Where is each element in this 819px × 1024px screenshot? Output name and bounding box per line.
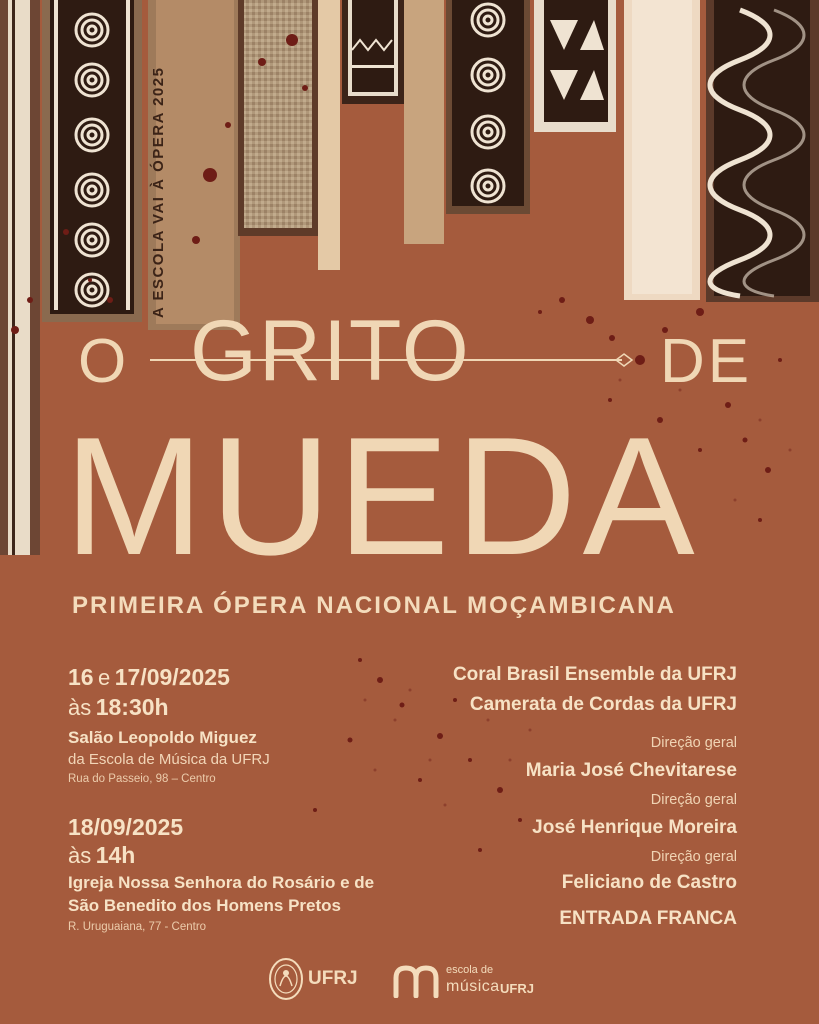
session1-time-prefix: às — [68, 695, 92, 720]
credit-role1: Direção geral — [650, 735, 737, 751]
subtitle: PRIMEIRA ÓPERA NACIONAL MOÇAMBICANA — [72, 592, 676, 619]
session1-address: Rua do Passeio, 98 – Centro — [68, 773, 216, 785]
session1-venue-sub: da Escola de Música da UFRJ — [68, 751, 270, 768]
session2-address: R. Uruguaiana, 77 - Centro — [68, 921, 207, 933]
ufrj-seal-icon — [268, 956, 308, 1002]
ufrj-logo-text: UFRJ — [308, 968, 358, 989]
session2-time-prefix: às — [68, 843, 92, 868]
escola-logo-line1: escola de — [446, 964, 494, 976]
session1-date-sep: e — [98, 665, 111, 690]
session1-venue: Salão Leopoldo Miguez — [68, 728, 257, 747]
session2-time — [68, 842, 135, 869]
escola-logo-line3: UFRJ — [500, 981, 534, 996]
session1-date-b: 17/09/2025 — [114, 664, 230, 690]
credit-name1: Maria José Chevitarese — [525, 760, 737, 781]
escola-musica-logo — [392, 960, 562, 1004]
session2-date: 18/09/2025 — [68, 814, 184, 840]
ufrj-logo — [268, 956, 368, 1004]
session1-time — [68, 694, 169, 721]
credit-role2: Direção geral — [650, 792, 737, 808]
title-mueda: MUEDA — [64, 402, 701, 590]
escola-musica-m-icon — [392, 964, 448, 998]
title-grito: GRITO — [190, 303, 471, 399]
session1-date — [68, 664, 230, 691]
credit-ensemble2: Camerata de Cordas da UFRJ — [469, 694, 737, 715]
credit-role3: Direção geral — [650, 849, 737, 865]
title-o: O — [78, 327, 130, 396]
session2-time-value: 14h — [95, 842, 136, 868]
credit-ensemble1: Coral Brasil Ensemble da UFRJ — [452, 664, 737, 685]
credit-name3: Feliciano de Castro — [561, 872, 737, 893]
session1-time-value: 18:30h — [95, 694, 169, 720]
title-de: DE — [660, 327, 753, 396]
session2-venue-line2: São Benedito dos Homens Pretos — [68, 896, 341, 915]
event-series-label: A ESCOLA VAI À ÓPERA 2025 — [150, 66, 167, 318]
session2-venue-line1: Igreja Nossa Senhora do Rosário e de — [68, 873, 375, 892]
escola-logo-line2: música — [446, 978, 500, 995]
credit-name2: José Henrique Moreira — [532, 817, 737, 838]
session1-date-a: 16 — [68, 664, 94, 690]
admission-label: ENTRADA FRANCA — [559, 908, 737, 929]
